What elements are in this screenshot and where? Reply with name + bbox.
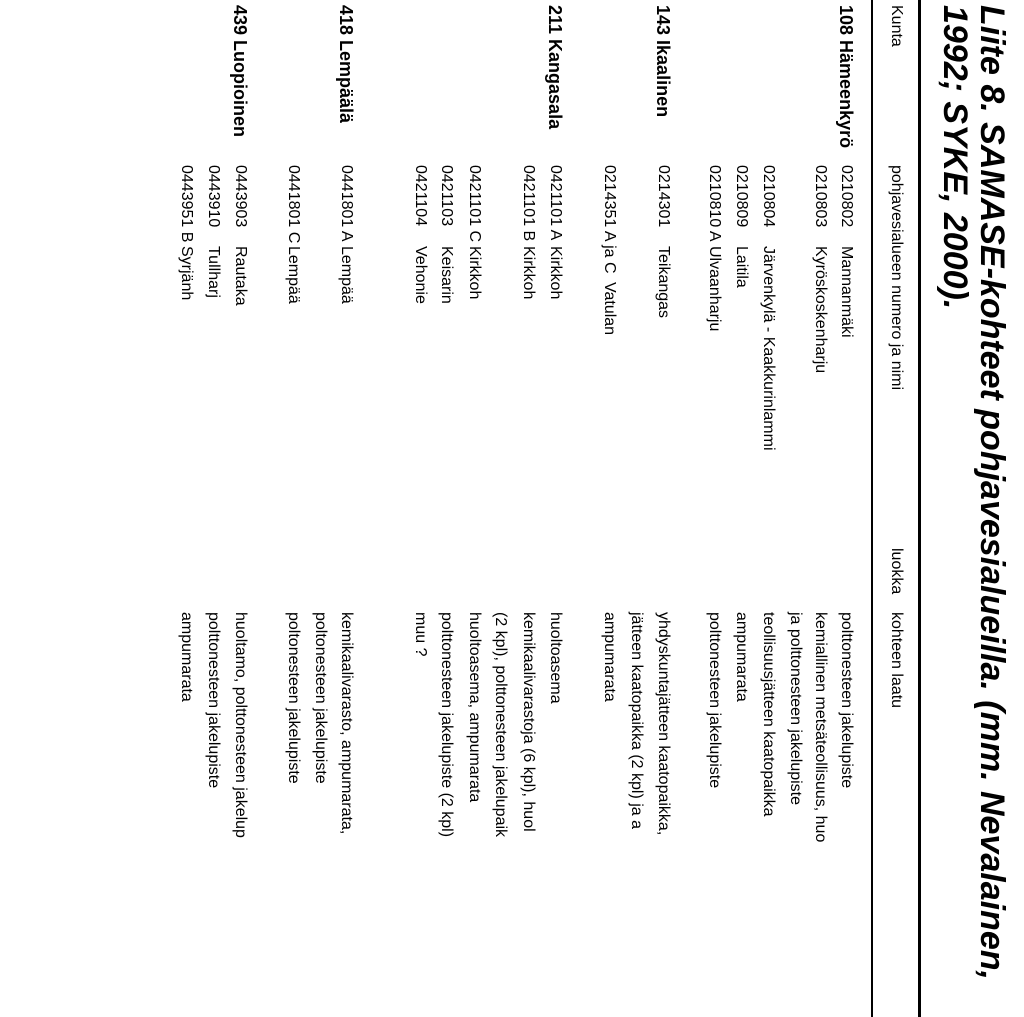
aquifer-name: Laitila xyxy=(733,246,750,288)
table-row xyxy=(784,0,806,1017)
municipality-name: 418 Lempäälä xyxy=(336,5,356,124)
table-row xyxy=(730,0,752,1017)
aquifer-name: Järvenkylä - Kaakkurinlammi xyxy=(760,246,777,451)
aquifer-number: 0441801 A xyxy=(338,165,355,242)
site-type: polttonesteen jakelupiste xyxy=(706,612,723,789)
table-row xyxy=(435,0,457,1017)
table-row xyxy=(517,0,539,1017)
municipality-name: 439 Luopioinen xyxy=(230,5,250,138)
aquifer-number: 0214301 xyxy=(655,165,672,228)
title-line-1: Liite 8. SAMASE-kohteet pohjavesialueilla. (mm. Nevalainen, xyxy=(973,5,1011,980)
site-type: polttonesteen jakelupiste (2 kpl) xyxy=(438,612,455,838)
aquifer-number: 0210804 xyxy=(760,165,777,228)
table-row xyxy=(282,0,304,1017)
aquifer-number: 0421101 C xyxy=(466,165,483,243)
aquifer-number: 0421104 xyxy=(412,165,429,227)
aquifer-number: 0443903 xyxy=(232,165,249,228)
site-type: kemiallinen metsäteollisuus, huo xyxy=(812,612,829,843)
aquifer-name: Vatulan xyxy=(601,282,618,336)
aquifer-name: Kirkkoh xyxy=(466,246,483,300)
table-row xyxy=(489,0,511,1017)
site-type: ampumarata xyxy=(733,612,750,702)
aquifer-name: Syrjänh xyxy=(178,246,195,301)
aquifer-number: 0210810 A xyxy=(706,165,723,242)
site-type: ja polttonesteen jakelupiste xyxy=(787,612,804,806)
header-rule xyxy=(871,0,873,1017)
table-row xyxy=(309,0,331,1017)
aquifer-number: 0210802 xyxy=(838,165,855,228)
column-header-luokka: luokka xyxy=(888,548,905,595)
site-type: ampumarata xyxy=(178,612,195,702)
municipality-name: 143 Ikaalinen xyxy=(653,5,673,118)
site-type: polttonesteen jakelupiste xyxy=(838,612,855,789)
site-type: poltonesteen jakelupiste xyxy=(312,612,329,784)
table-row xyxy=(335,0,357,1017)
aquifer-name: Teikangas xyxy=(655,246,672,319)
site-type: kemikaalivarasto, ampumarata, xyxy=(338,612,355,835)
site-type: (2 kpl), polttonesteen jakelupaik xyxy=(492,612,509,838)
column-header-kunta: Kunta xyxy=(888,5,905,47)
table-row xyxy=(463,0,485,1017)
aquifer-name: Tullharj xyxy=(205,246,222,298)
column-header-laatu: kohteen laatu xyxy=(888,612,905,709)
site-type: yhdyskuntajätteen kaatopaikka, xyxy=(655,612,672,836)
aquifer-number: 0443951 B xyxy=(178,165,195,243)
table-row xyxy=(544,0,566,1017)
aquifer-number: 0210809 xyxy=(733,165,750,228)
aquifer-name: Kirkkoh xyxy=(547,246,564,300)
site-type: ampumarata xyxy=(601,612,618,702)
site-type: kemikaalivarastoja (6 kpl), huol xyxy=(520,612,537,832)
site-type: muu ? xyxy=(412,612,429,657)
aquifer-number: 0443910 xyxy=(205,165,222,228)
table-row xyxy=(625,0,647,1017)
title-line-2: 1992; SYKE, 2000). xyxy=(936,5,974,310)
table-row xyxy=(409,0,431,1017)
table-row xyxy=(835,0,857,1017)
aquifer-name: Keisarin xyxy=(438,246,455,304)
aquifer-name: Kirkkoh xyxy=(520,246,537,300)
table-row xyxy=(202,0,224,1017)
aquifer-number: 0214351 A ja C xyxy=(601,165,618,274)
municipality-name: 108 Hämeenkyrö xyxy=(836,5,856,149)
column-header-pohjavesialue: pohjavesialueen numero ja nimi xyxy=(888,165,905,391)
table-row xyxy=(229,0,251,1017)
aquifer-name: Mannanmäki xyxy=(838,246,855,338)
document-title xyxy=(936,5,1010,980)
aquifer-name: Kyröskoskenharju xyxy=(812,246,829,374)
aquifer-number: 0421101 A xyxy=(547,165,564,241)
aquifer-name: Lempää xyxy=(285,246,302,304)
aquifer-name: Vehonie xyxy=(412,246,429,304)
site-type: huoltamo, polttonesteen jakelup xyxy=(232,612,249,838)
aquifer-name: Lempää xyxy=(338,246,355,304)
aquifer-number: 0210803 xyxy=(812,165,829,228)
aquifer-number: 0421103 xyxy=(438,165,455,227)
table-row xyxy=(703,0,725,1017)
site-type: polttonesteen jakelupiste xyxy=(205,612,222,789)
aquifer-number: 0441801 C xyxy=(285,165,302,244)
site-type: huoltoasema xyxy=(547,612,564,704)
site-type: poltonesteen jakelupiste xyxy=(285,612,302,784)
aquifer-number: 0421101 B xyxy=(520,165,537,242)
table-row xyxy=(652,0,674,1017)
table-top-rule xyxy=(918,0,921,1017)
site-type: huoltoasema, ampumarata xyxy=(466,612,483,803)
site-type: teollisuusjätteen kaatopaikka xyxy=(760,612,777,817)
table-row xyxy=(175,0,197,1017)
table-row xyxy=(757,0,779,1017)
aquifer-name: Rautaka xyxy=(232,246,249,306)
table-row xyxy=(598,0,620,1017)
table-row xyxy=(809,0,831,1017)
aquifer-name: Ulvaanharju xyxy=(706,246,723,332)
site-type: jätteen kaatopaikka (2 kpl) ja a xyxy=(628,612,645,830)
municipality-name: 211 Kangasala xyxy=(545,5,565,130)
